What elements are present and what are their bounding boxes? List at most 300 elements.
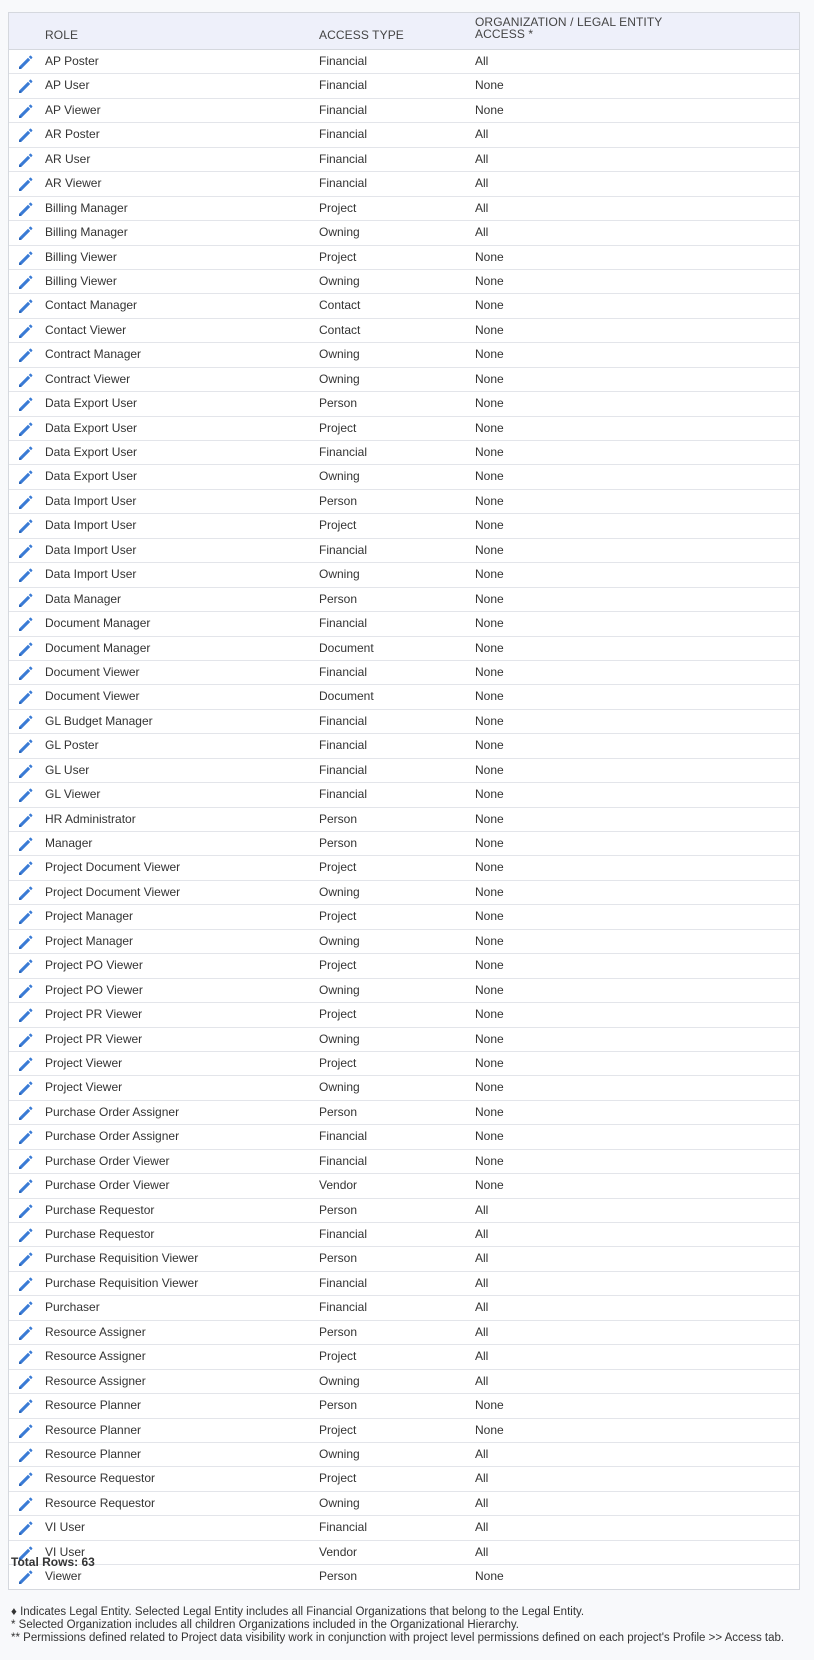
cell-org-access: None [475, 518, 504, 533]
cell-role: Resource Assigner [45, 1349, 146, 1364]
cell-org-access: All [475, 1471, 489, 1486]
table-row [9, 685, 799, 709]
cell-role: Project Manager [45, 933, 134, 948]
cell-org-access: None [475, 933, 504, 948]
cell-access-type: Project [319, 958, 357, 973]
table-row [9, 123, 799, 147]
cell-role: Data Import User [45, 542, 137, 557]
cell-access-type: Person [319, 811, 358, 826]
footnote-organization: * Selected Organization includes all children Organizations included in the Organizational Hierarchy. [11, 1619, 519, 1631]
edit-pencil-icon[interactable] [16, 297, 34, 315]
cell-org-access: None [475, 1129, 504, 1144]
cell-access-type: Project [319, 200, 357, 215]
cell-access-type: Owning [319, 1080, 360, 1095]
cell-access-type: Owning [319, 371, 360, 386]
cell-role: Project Viewer [45, 1080, 123, 1095]
table-row [9, 954, 799, 978]
cell-role: Project PO Viewer [45, 958, 143, 973]
column-header-org-access[interactable]: ORGANIZATION / LEGAL ENTITY ACCESS * [475, 15, 663, 41]
cell-role: Purchase Order Assigner [45, 1104, 180, 1119]
edit-pencil-icon[interactable] [16, 1275, 34, 1293]
cell-org-access: None [475, 640, 504, 655]
table-row [9, 368, 799, 392]
table-row [9, 1345, 799, 1369]
cell-org-access: None [475, 78, 504, 93]
cell-role: Data Import User [45, 567, 137, 582]
table-row [9, 1321, 799, 1345]
cell-access-type: Owning [319, 225, 360, 240]
cell-org-access: None [475, 860, 504, 875]
table-row [9, 465, 799, 489]
edit-pencil-icon[interactable] [16, 762, 34, 780]
cell-org-access: All [475, 1373, 489, 1388]
edit-pencil-icon[interactable] [16, 688, 34, 706]
cell-org-access: None [475, 469, 504, 484]
cell-role: Document Viewer [45, 689, 140, 704]
cell-role: GL Budget Manager [45, 713, 153, 728]
table-row [9, 99, 799, 123]
cell-access-type: Financial [319, 1153, 368, 1168]
cell-role: AP Viewer [45, 102, 101, 117]
cell-access-type: Financial [319, 1129, 368, 1144]
edit-pencil-icon[interactable] [16, 884, 34, 902]
edit-pencil-icon[interactable] [16, 77, 34, 95]
table-row [9, 1296, 799, 1320]
cell-role: AP Poster [45, 54, 99, 68]
cell-org-access: None [475, 567, 504, 582]
edit-pencil-icon[interactable] [16, 859, 34, 877]
edit-pencil-icon[interactable] [16, 200, 34, 218]
edit-pencil-icon[interactable] [16, 1324, 34, 1342]
edit-pencil-icon[interactable] [16, 126, 34, 144]
cell-access-type: Vendor [319, 1178, 358, 1193]
cell-access-type: Owning [319, 1031, 360, 1046]
cell-role: Contact Viewer [45, 322, 127, 337]
edit-pencil-icon[interactable] [16, 1250, 34, 1268]
edit-pencil-icon[interactable] [16, 591, 34, 609]
cell-access-type: Project [319, 860, 357, 875]
cell-org-access: None [475, 1031, 504, 1046]
roles-table [8, 12, 800, 1590]
edit-pencil-icon[interactable] [16, 982, 34, 1000]
cell-role: GL Poster [45, 738, 99, 753]
cell-role: Purchase Order Viewer [45, 1178, 170, 1193]
cell-access-type: Owning [319, 1446, 360, 1461]
cell-access-type: Person [319, 1202, 358, 1217]
table-row [9, 881, 799, 905]
cell-role: Purchase Requisition Viewer [45, 1275, 199, 1290]
cell-access-type: Person [319, 836, 358, 850]
edit-pencil-icon[interactable] [16, 1422, 34, 1440]
edit-pencil-icon[interactable] [16, 1519, 34, 1537]
cell-role: Resource Assigner [45, 1324, 146, 1339]
table-row [9, 1370, 799, 1394]
edit-pencil-icon[interactable] [16, 517, 34, 535]
cell-role: Billing Viewer [45, 249, 117, 264]
table-body [9, 50, 799, 1589]
cell-role: Data Manager [45, 591, 122, 606]
table-row [9, 417, 799, 441]
cell-role: AP User [45, 78, 90, 93]
cell-org-access: None [475, 909, 504, 924]
cell-org-access: All [475, 54, 489, 68]
edit-pencil-icon[interactable] [16, 1177, 34, 1195]
table-row [9, 539, 799, 563]
edit-pencil-icon[interactable] [16, 1348, 34, 1366]
edit-pencil-icon[interactable] [16, 737, 34, 755]
cell-access-type: Person [319, 1398, 358, 1413]
edit-pencil-icon[interactable] [16, 175, 34, 193]
column-header-role[interactable]: ROLE [45, 28, 79, 42]
table-row [9, 1076, 799, 1100]
edit-pencil-icon[interactable] [16, 1104, 34, 1122]
cell-access-type: Person [319, 493, 358, 508]
cell-role: Resource Requestor [45, 1495, 156, 1510]
table-row [9, 1125, 799, 1149]
cell-org-access: None [475, 542, 504, 557]
cell-role: Document Viewer [45, 664, 140, 679]
table-row [9, 1541, 799, 1565]
cell-role: Project Document Viewer [45, 860, 181, 875]
cell-access-type: Financial [319, 616, 368, 631]
cell-org-access: None [475, 371, 504, 386]
cell-org-access: None [475, 884, 504, 899]
cell-org-access: None [475, 1153, 504, 1168]
table-row [9, 1419, 799, 1443]
cell-access-type: Person [319, 1251, 358, 1266]
edit-pencil-icon[interactable] [16, 1470, 34, 1488]
cell-org-access: All [475, 1300, 489, 1315]
edit-pencil-icon[interactable] [16, 102, 34, 120]
table-row [9, 1101, 799, 1125]
edit-pencil-icon[interactable] [16, 444, 34, 462]
table-row [9, 343, 799, 367]
edit-pencil-icon[interactable] [16, 566, 34, 584]
cell-org-access: None [475, 1178, 504, 1193]
edit-pencil-icon[interactable] [16, 1373, 34, 1391]
cell-access-type: Owning [319, 567, 360, 582]
cell-org-access: All [475, 1227, 489, 1241]
cell-role: Purchase Requisition Viewer [45, 1251, 199, 1266]
cell-access-type: Person [319, 396, 358, 411]
table-row [9, 563, 799, 587]
edit-pencil-icon[interactable] [16, 1079, 34, 1097]
table-row [9, 1199, 799, 1223]
edit-pencil-icon[interactable] [16, 151, 34, 169]
table-row [9, 1174, 799, 1198]
cell-access-type: Owning [319, 884, 360, 899]
cell-org-access: All [475, 1324, 489, 1339]
cell-org-access: All [475, 1202, 489, 1217]
table-row [9, 759, 799, 783]
table-row [9, 930, 799, 954]
edit-pencil-icon[interactable] [16, 1006, 34, 1024]
cell-role: Project Document Viewer [45, 884, 181, 899]
cell-org-access: None [475, 249, 504, 264]
table-row [9, 1565, 799, 1588]
cell-org-access: None [475, 738, 504, 753]
table-row [9, 441, 799, 465]
cell-access-type: Person [319, 1104, 358, 1119]
table-row [9, 783, 799, 807]
cell-role: Resource Assigner [45, 1373, 146, 1388]
table-row [9, 588, 799, 612]
edit-pencil-icon[interactable] [16, 53, 34, 71]
edit-pencil-icon[interactable] [16, 957, 34, 975]
column-header-access-type[interactable]: ACCESS TYPE [319, 28, 404, 42]
cell-org-access: All [475, 127, 489, 142]
cell-access-type: Project [319, 1422, 357, 1437]
footnotes [11, 1606, 784, 1645]
table-row [9, 246, 799, 270]
edit-pencil-icon[interactable] [16, 1128, 34, 1146]
edit-pencil-icon[interactable] [16, 224, 34, 242]
cell-access-type: Project [319, 909, 357, 924]
table-row [9, 808, 799, 832]
edit-pencil-icon[interactable] [16, 1299, 34, 1317]
cell-role: Data Import User [45, 493, 137, 508]
cell-access-type: Owning [319, 273, 360, 288]
edit-pencil-icon[interactable] [16, 1446, 34, 1464]
cell-role: Resource Requestor [45, 1471, 156, 1486]
table-row [9, 856, 799, 880]
edit-pencil-icon[interactable] [16, 249, 34, 267]
table-row [9, 50, 799, 74]
cell-role: Project PR Viewer [45, 1007, 143, 1022]
cell-access-type: Financial [319, 78, 368, 93]
table-row [9, 1516, 799, 1540]
cell-org-access: All [475, 1495, 489, 1510]
table-row [9, 197, 799, 221]
cell-org-access: None [475, 787, 504, 802]
cell-org-access: None [475, 762, 504, 777]
cell-access-type: Financial [319, 1520, 368, 1535]
cell-access-type: Person [319, 591, 358, 606]
cell-role: Purchase Order Viewer [45, 1153, 170, 1168]
cell-access-type: Project [319, 420, 357, 435]
table-row [9, 74, 799, 98]
cell-access-type: Financial [319, 1300, 368, 1315]
cell-role: Data Export User [45, 396, 138, 411]
cell-role: Project Manager [45, 909, 134, 924]
cell-role: Document Manager [45, 616, 151, 631]
cell-access-type: Financial [319, 445, 368, 459]
edit-pencil-icon[interactable] [16, 1055, 34, 1073]
cell-org-access: None [475, 1398, 504, 1413]
table-row [9, 392, 799, 416]
cell-access-type: Financial [319, 151, 368, 166]
cell-org-access: None [475, 713, 504, 728]
cell-access-type: Project [319, 1007, 357, 1022]
table-row [9, 1003, 799, 1027]
cell-role: Project Viewer [45, 1055, 123, 1070]
edit-pencil-icon[interactable] [16, 933, 34, 951]
table-row [9, 979, 799, 1003]
cell-org-access: None [475, 982, 504, 997]
table-row [9, 1052, 799, 1076]
table-row [9, 710, 799, 734]
cell-access-type: Financial [319, 176, 368, 191]
edit-pencil-icon[interactable] [16, 811, 34, 829]
total-rows: Total Rows: 63 [11, 1555, 95, 1569]
cell-access-type: Owning [319, 1373, 360, 1388]
cell-access-type: Owning [319, 1495, 360, 1510]
table-row [9, 514, 799, 538]
edit-pencil-icon[interactable] [16, 322, 34, 340]
cell-access-type: Project [319, 518, 357, 533]
edit-pencil-icon[interactable] [16, 640, 34, 658]
cell-role: AR Poster [45, 127, 100, 142]
cell-org-access: None [475, 396, 504, 411]
cell-role: VI User [45, 1544, 86, 1559]
cell-access-type: Project [319, 249, 357, 264]
cell-role: Data Export User [45, 420, 138, 435]
edit-pencil-icon[interactable] [16, 615, 34, 633]
cell-org-access: None [475, 1422, 504, 1437]
edit-pencil-icon[interactable] [16, 1397, 34, 1415]
table-row [9, 661, 799, 685]
cell-role: Purchaser [45, 1300, 100, 1315]
edit-pencil-icon[interactable] [16, 1226, 34, 1244]
cell-org-access: All [475, 1446, 489, 1461]
cell-role: VI User [45, 1520, 86, 1535]
edit-pencil-icon[interactable] [16, 468, 34, 486]
cell-role: Purchase Requestor [45, 1227, 155, 1241]
cell-access-type: Financial [319, 102, 368, 117]
cell-role: Data Import User [45, 518, 137, 533]
cell-role: AR User [45, 151, 91, 166]
edit-pencil-icon[interactable] [16, 713, 34, 731]
cell-org-access: None [475, 689, 504, 704]
cell-role: Contract Viewer [45, 371, 131, 386]
cell-role: GL Viewer [45, 787, 101, 802]
cell-org-access: None [475, 1569, 504, 1584]
edit-pencil-icon[interactable] [16, 395, 34, 413]
table-header [9, 13, 799, 50]
cell-access-type: Owning [319, 469, 360, 484]
edit-pencil-icon[interactable] [16, 420, 34, 438]
cell-org-access: None [475, 420, 504, 435]
edit-pencil-icon[interactable] [16, 664, 34, 682]
cell-role: Resource Planner [45, 1446, 142, 1461]
cell-role: Contact Manager [45, 298, 138, 313]
edit-pencil-icon[interactable] [16, 908, 34, 926]
cell-role: GL User [45, 762, 90, 777]
cell-org-access: All [475, 1349, 489, 1364]
cell-role: Resource Planner [45, 1398, 142, 1413]
edit-pencil-icon[interactable] [16, 371, 34, 389]
cell-access-type: Owning [319, 982, 360, 997]
cell-access-type: Document [319, 689, 374, 704]
table-row [9, 1150, 799, 1174]
table-row [9, 1223, 799, 1247]
table-row [9, 1394, 799, 1418]
cell-access-type: Contact [319, 322, 361, 337]
cell-access-type: Contact [319, 298, 361, 313]
table-row [9, 221, 799, 245]
cell-org-access: None [475, 836, 504, 850]
cell-org-access: All [475, 225, 489, 240]
cell-role: Data Export User [45, 469, 138, 484]
table-row [9, 1028, 799, 1052]
cell-role: Resource Planner [45, 1422, 142, 1437]
cell-org-access: None [475, 616, 504, 631]
edit-pencil-icon[interactable] [16, 786, 34, 804]
edit-pencil-icon[interactable] [16, 835, 34, 853]
cell-org-access: All [475, 1544, 489, 1559]
cell-org-access: All [475, 1275, 489, 1290]
cell-org-access: All [475, 1520, 489, 1535]
cell-access-type: Financial [319, 127, 368, 142]
cell-role: Project PR Viewer [45, 1031, 143, 1046]
cell-role: Manager [45, 836, 93, 850]
table-row [9, 319, 799, 343]
cell-role: Billing Manager [45, 200, 128, 215]
cell-role: Billing Viewer [45, 273, 117, 288]
cell-org-access: None [475, 445, 504, 459]
table-row [9, 1443, 799, 1467]
cell-access-type: Project [319, 1055, 357, 1070]
cell-org-access: None [475, 1080, 504, 1095]
cell-access-type: Financial [319, 1275, 368, 1290]
table-row [9, 905, 799, 929]
cell-org-access: None [475, 273, 504, 288]
table-row [9, 294, 799, 318]
cell-role: Viewer [45, 1569, 82, 1584]
edit-pencil-icon[interactable] [16, 493, 34, 511]
cell-access-type: Financial [319, 1227, 368, 1241]
cell-access-type: Owning [319, 347, 360, 362]
table-row [9, 1247, 799, 1271]
table-row [9, 612, 799, 636]
table-row [9, 832, 799, 856]
cell-org-access: None [475, 591, 504, 606]
edit-pencil-icon[interactable] [16, 273, 34, 291]
cell-role: Purchase Order Assigner [45, 1129, 180, 1144]
cell-org-access: None [475, 1055, 504, 1070]
cell-org-access: None [475, 102, 504, 117]
table-row [9, 637, 799, 661]
table-row [9, 172, 799, 196]
cell-access-type: Financial [319, 787, 368, 802]
cell-org-access: None [475, 347, 504, 362]
cell-org-access: None [475, 958, 504, 973]
cell-org-access: None [475, 322, 504, 337]
cell-access-type: Project [319, 1471, 357, 1486]
cell-role: Purchase Requestor [45, 1202, 155, 1217]
edit-pencil-icon[interactable] [16, 542, 34, 560]
cell-role: AR Viewer [45, 176, 102, 191]
cell-access-type: Financial [319, 762, 368, 777]
cell-role: Billing Manager [45, 225, 128, 240]
table-row [9, 270, 799, 294]
cell-access-type: Vendor [319, 1544, 358, 1559]
cell-role: HR Administrator [45, 811, 136, 826]
edit-pencil-icon[interactable] [16, 1031, 34, 1049]
cell-access-type: Document [319, 640, 374, 655]
edit-pencil-icon[interactable] [16, 1153, 34, 1171]
cell-access-type: Person [319, 1569, 358, 1584]
table-row [9, 490, 799, 514]
edit-pencil-icon[interactable] [16, 1202, 34, 1220]
cell-org-access: None [475, 1104, 504, 1119]
edit-pencil-icon[interactable] [16, 346, 34, 364]
cell-role: Contract Manager [45, 347, 142, 362]
edit-pencil-icon[interactable] [16, 1495, 34, 1513]
cell-access-type: Person [319, 1324, 358, 1339]
cell-access-type: Financial [319, 713, 368, 728]
edit-pencil-icon[interactable] [16, 1568, 34, 1586]
